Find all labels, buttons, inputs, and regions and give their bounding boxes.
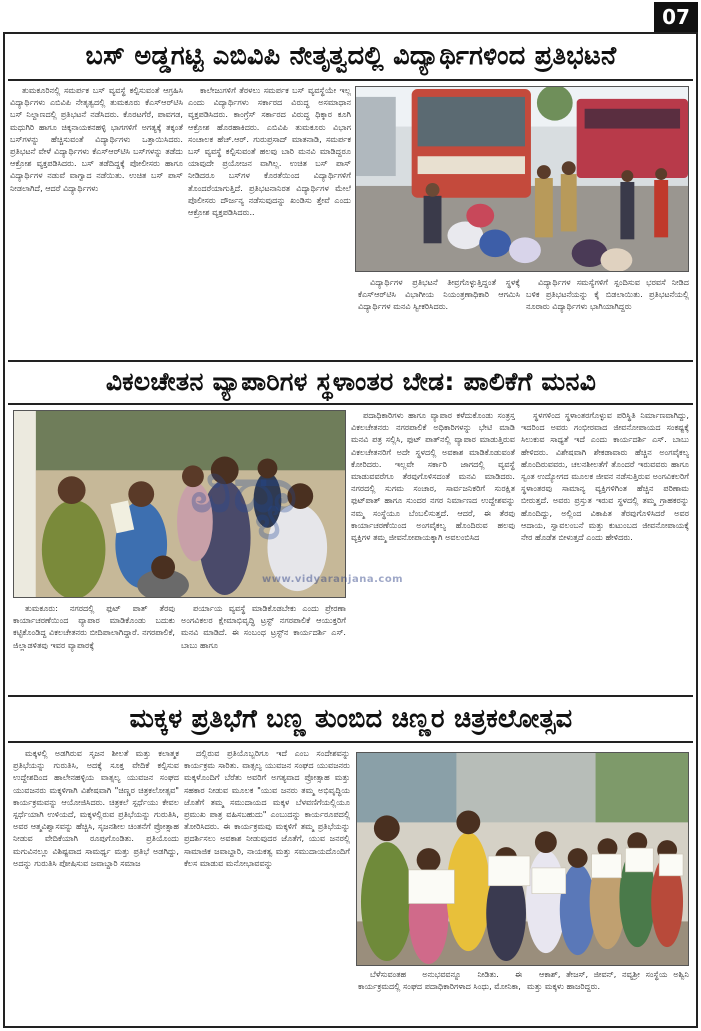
story2-headline: ವಿಕಲಚೇತನ ವ್ಯಾಪಾರಿಗಳ ಸ್ಥಳಾಂತರ ಬೇಡ: ಪಾಲಿಕೆಗೆ ಮನವಿ bbox=[105, 367, 597, 396]
story3-column-4: ಆಕಾಶ್, ತೇಜಸ್, ಜೀವನ್, ನವ್ಯಶ್ರೀ ಸಂಸ್ಥೆಯ ಅಶ್ವಿನಿ ಮತ್ತು ಮಕ್ಕಳು ಹಾಜರಿದ್ದರು. bbox=[527, 969, 689, 992]
watermark-logo: ವಿದ್ಯಾ bbox=[190, 452, 309, 527]
story3-top-rule bbox=[8, 695, 693, 697]
page-number: 07 bbox=[654, 2, 698, 32]
story1-column-3: ವಿದ್ಯಾರ್ಥಿಗಳ ಪ್ರತಿಭಟನೆ ತೀವ್ರಗೊಳ್ಳುತ್ತಿದ್ದಂತೆ ಸ್ಥಳಕ್ಕೆ ಕೆಎಸ್‌ಆರ್‌ಟಿಸಿ ವಿಭಾಗೀಯ ನಿಯಂತ್ರಣಾಧಿಕಾರಿ ಆಗಮಿಸಿ ವಿದ್ಯಾರ್ಥಿಗಳ ಮನವಿ ಸ್ವೀಕರಿಸಿದರು. bbox=[358, 277, 520, 312]
story1-column-4: ವಿದ್ಯಾರ್ಥಿಗಳ ಸಮಸ್ಯೆಗಳಿಗೆ ಸ್ಪಂದಿಸುವ ಭರವಸೆ ನೀಡಿದ ಬಳಿಕ ಪ್ರತಿಭಟನೆಯನ್ನು ಕೈ ಬಿಡಲಾಯಿತು. ಪ್ರತಿಭಟನೆಯಲ್ಲಿ ನೂರಾರು ವಿದ್ಯಾರ್ಥಿಗಳು ಭಾಗಿಯಾಗಿದ್ದರು bbox=[526, 277, 689, 312]
story2-column-2: ಪರ್ಯಾಯ ವ್ಯವಸ್ಥೆ ಮಾಡಿಕೊಡಬೇಕು ಎಂದು ಪ್ರೇರಣಾ ಅಂಗವಿಕಲರ ಕ್ಷೇಮಾಭಿವೃದ್ಧಿ ಟ್ರಸ್ಟ್ ನಗರಪಾಲಿಕೆ ಆಯುಕ್ತರಿಗೆ ಮನವಿ ಮಾಡಿದೆ. ಈ ಸಂಬಂಧ ಟ್ರಸ್ಟ್‌ನ ಕಾರ್ಯದರ್ಶಿ ಎಸ್. ಬಾಬು ಹಾಗೂ bbox=[181, 603, 346, 650]
story1-rule bbox=[8, 79, 693, 81]
story2-column-3: ಪದಾಧಿಕಾರಿಗಳು ಹಾಗೂ ವ್ಯಾಪಾರ ಕಳೆದುಕೊಂಡು ಸಂತ್ರಸ್ತ ವಿಕಲಚೇತನರು ನಗರಪಾಲಿಕೆ ಅಧಿಕಾರಿಗಳನ್ನು ಭೇಟಿ ಮಾಡಿ ಮನವಿ ಪತ್ರ ಸಲ್ಲಿಸಿ, ಫುಟ್ ಪಾತ್‌ನಲ್ಲಿ ವ್ಯಾಪಾರ ಮಾಡುತ್ತಿರುವ ವಿಕಲಚೇತನರಿಗೆ ಅದೇ ಸ್ಥಳದಲ್ಲಿ ಅವಕಾಶ ಮಾಡಿಕೊಡುವಂತೆ ಕೋರಿದರು. ಇಲ್ಲವೇ ಸರ್ಕಾರಿ ಜಾಗದಲ್ಲಿ ವ್ಯವಸ್ಥೆ ಮಾಡುವವರೆಗೂ ತೆರವುಗೊಳಿಸದಂತೆ ಮನವಿ ಮಾಡಿದರು. ನಗರದಲ್ಲಿ ಸುಗಮ ಸಂಚಾರ, ಸಾರ್ವಜನಿಕರಿಗೆ ಸುರಕ್ಷಿತ ಫುಟ್‌ಪಾತ್ ಹಾಗೂ ಸುಂದರ ನಗರ ನಿರ್ಮಾಣದ ಉದ್ದೇಶವನ್ನು ನಮ್ಮ ಸಂಸ್ಥೆಯೂ ಬೆಂಬಲಿಸುತ್ತದೆ. ಆದರೆ, ಈ ತೆರವು ಕಾರ್ಯಾಚರಣೆಯಿಂದ ಅಂಗವೈಕಲ್ಯ ಹೊಂದಿರುವ ಹಲವು ವ್ಯಕ್ತಿಗಳ ತಮ್ಮ ಜೀವನೋಪಾಯಕ್ಕಾಗಿ ಅವಲಂಬಿಸಿದ bbox=[351, 410, 515, 543]
story2-column-4: ಸ್ಥಳಗಳಿಂದ ಸ್ಥಳಾಂತರಗೊಳ್ಳುವ ಪರಿಸ್ಥಿತಿ ನಿರ್ಮಾಣವಾಗಿದ್ದು, ಇದರಿಂದ ಅವರು ಗಂಭೀರವಾದ ಜೀವನೋಪಾಯದ ಸಂಕಷ್ಟಕ್ಕೆ ಸಿಲುಕುವ ಸಾಧ್ಯತೆ ಇದೆ ಎಂದು ಕಾರ್ಯದರ್ಶಿ ಎಸ್. ಬಾಬು ಹೇಳಿದರು. ವಿಶೇಷವಾಗಿ ಶೇಕಡಾವಾರು ಹೆಚ್ಚಿನ ಅಂಗವೈಕಲ್ಯ ಹೊಂದಿರುವವರು, ಚಲನಶೀಲತೆಗೆ ತೊಂದರೆ ಇರುವವರು ಹಾಗೂ ಸ್ವಂತ ಉದ್ಯೋಗದ ಮೂಲಕ ಜೀವನ ನಡೆಸುತ್ತಿರುವ ಅಂಗವಿಕಲರಿಗೆ ಸ್ಥಳಾಂತರವು ಸಾಮಾನ್ಯ ವ್ಯಕ್ತಿಗಳಿಗಿಂತ ಹೆಚ್ಚಿನ ಪರಿಣಾಮ ಬೀರುತ್ತದೆ. ಅವರು ಪ್ರಸ್ತುತ ಇರುವ ಸ್ಥಳದಲ್ಲಿ ತಮ್ಮ ಗ್ರಾಹಕರನ್ನು ಹೊಂದಿದ್ದು, ಅಲ್ಲಿಂದ ವಿಕಾಪಿತ ತೆರವುಗೊಳಿಸಿದರೆ ಅವರ ಆದಾಯ, ಸ್ವಾವಲಂಬನೆ ಮತ್ತು ಕುಟುಂಬದ ಜೀವನೋಪಾಯಕ್ಕೆ ನೇರ ಹೊಡೆತ ಬೀಳುತ್ತದೆ ಎಂದು ಹೇಳಿದರು. bbox=[521, 410, 689, 543]
story3-column-2: ದಲ್ಲಿರುವ ಪ್ರತಿಯೊಬ್ಬರಿಗೂ ಇದೆ ಎಂಬ ಸಂದೇಶವನ್ನು ಕಾರ್ಯಕ್ರಮ ಸಾರಿತು. ವಾತ್ಸಲ್ಯ ಯುವಜನ ಸಂಘದ ಯುವಜನರು ಮಕ್ಕಳೊಂದಿಗೆ ಬೆರೆತು ಅವರಿಗೆ ಅಗತ್ಯವಾದ ಪ್ರೋತ್ಸಾಹ ಮತ್ತು ಸಹಕಾರ ನೀಡುವ ಮೂಲಕ "ಯುವ ಜನರು ತಮ್ಮ ಅಭಿವೃದ್ಧಿಯ ಜೊತೆಗೆ ತಮ್ಮ ಸಮುದಾಯದ ಮಕ್ಕಳ ಬೆಳವಣಿಗೆಯಲ್ಲಿಯೂ ಪ್ರಮುಖ ಪಾತ್ರ ವಹಿಸಬಹುದು" ಎಂಬುದನ್ನು ಕಾರ್ಯರೂಪದಲ್ಲಿ ತೋರಿಸಿದರು. ಈ ಕಾರ್ಯಕ್ರಮವು ಮಕ್ಕಳಿಗೆ ತಮ್ಮ ಪ್ರತಿಭೆಯನ್ನು ಪ್ರದರ್ಶಿಸಲು ಅವಕಾಶ ನೀಡುವುದರ ಜೊತೆಗೆ, ಯುವ ಜನರಲ್ಲಿ ಸಾಮಾಜಿಕ ಜವಾಬ್ದಾರಿ, ನಾಯಕತ್ವ ಮತ್ತು ಸಮುದಾಯದೊಂದಿಗೆ ಕೆಲಸ ಮಾಡುವ ಮನೋಭಾವವನ್ನು bbox=[184, 748, 350, 868]
story1-column-2: ಕಾಲೇಜುಗಳಿಗೆ ತೆರಳಲು ಸಮರ್ಪಕ ಬಸ್ ವ್ಯವಸ್ಥೆಯೇ ಇಲ್ಲ ಎಂದು ವಿದ್ಯಾರ್ಥಿಗಳು ಸರ್ಕಾರದ ವಿರುದ್ಧ ಅಸಮಾಧಾನ ವ್ಯಕ್ತಪಡಿಸಿದರು. ಕಾಂಗ್ರೆಸ್ ಸರ್ಕಾರದ ವಿರುದ್ಧ ಧಿಕ್ಕಾರ ಕೂಗಿ ಆಕ್ರೋಶ ಹೊರಹಾಕಿದರು. ಎಬಿವಿಪಿ ತುಮಕೂರು ವಿಭಾಗ ಸಂಚಾಲಕ ಹೆಚ್.ಆರ್. ಗುರುಪ್ರಸಾದ್ ಮಾತನಾಡಿ, ಸಮರ್ಪಕ ಬಸ್ ವ್ಯವಸ್ಥೆ ಕಲ್ಪಿಸುವಂತೆ ಹಲವು ಬಾರಿ ಮನವಿ ಮಾಡಿದ್ದರೂ ಯಾವುದೇ ಪ್ರಯೋಜನ ವಾಗಿಲ್ಲ. ಉಚಿತ ಬಸ್ ಪಾಸ್ ನೀಡಿದರೂ ಬಸ್‌ಗಳ ಕೊರತೆಯಿಂದ ವಿದ್ಯಾರ್ಥಿಗಳಿಗೆ ತೊಂದರೆಯಾಗುತ್ತಿದೆ. ಪ್ರತಿಭಟನಾನಿರತ ವಿದ್ಯಾರ್ಥಿಗಳ ಮೇಲೆ ಪೊಲೀಸರು ದೌರ್ಜನ್ಯ ನಡೆಸುವುದನ್ನು ಖಂಡಿಸು ತ್ತೇವೆ ಎಂದು ಆಕ್ರೋಶ ವ್ಯಕ್ತಪಡಿಸಿದರು.. bbox=[188, 85, 351, 218]
story3-headline: ಮಕ್ಕಳ ಪ್ರತಿಭೆಗೆ ಬಣ್ಣ ತುಂಬಿದ ಚಿಣ್ಣರ ಚಿತ್ರಕಲೋತ್ಸವ bbox=[129, 704, 573, 734]
protest-photo bbox=[355, 86, 689, 272]
story1-headline: ಬಸ್ ಅಡ್ಡಗಟ್ಟಿ ಎಬಿವಿಪಿ ನೇತೃತ್ವದಲ್ಲಿ ವಿದ್ಯಾರ್ಥಿಗಳಿಂದ ಪ್ರತಿಭಟನೆ bbox=[85, 41, 617, 71]
story2-column-1: ತುಮಕೂರು: ನಗರದಲ್ಲಿ ಫುಟ್ ಪಾತ್ ತೆರವು ಕಾರ್ಯಾಚರಣೆಯಿಂದ ವ್ಯಾಪಾರ ಮಾಡಿಕೊಂಡು ಬದುಕು ಕಟ್ಟಿಕೊಂಡಿದ್ದ ವಿಕಲಚೇತನರು ಬೀದಿಪಾಲಾಗಿದ್ದಾರೆ. ನಗರಪಾಲಿಕೆ, ಜಿಲ್ಲಾಡಳಿತವು ಇವರ ವ್ಯಾಪಾರಕ್ಕೆ bbox=[13, 603, 175, 650]
story2-rule bbox=[8, 403, 693, 405]
story1-column-1: ತುಮಕೂರಿನಲ್ಲಿ ಸಮರ್ಪಕ ಬಸ್ ವ್ಯವಸ್ಥೆ ಕಲ್ಪಿಸುವಂತೆ ಆಗ್ರಹಿಸಿ ವಿದ್ಯಾರ್ಥಿಗಳು ಎಬಿವಿಪಿ ನೇತೃತ್ವದಲ್ಲಿ ತುಮಕೂರು ಕೆಎಸ್‌ಆರ್‌ಟಿಸಿ ಬಸ್ ನಿಲ್ದಾಣದಲ್ಲಿ ಪ್ರತಿಭಟನೆ ನಡೆಸಿದರು. ಕೊರಟಗೆರೆ, ಪಾವಗಡ, ಮಧುಗಿರಿ ಹಾಗೂ ಚಿಕ್ಕನಾಯಕನಹಳ್ಳಿ ಭಾಗಗಳಿಗೆ ಅಗತ್ಯಕ್ಕೆ ತಕ್ಕಂತೆ ಬಸ್‌ಗಳನ್ನು ಹೆಚ್ಚಿಸುವಂತೆ ವಿದ್ಯಾರ್ಥಿಗಳು ಒತ್ತಾಯಿಸಿದರು. ಪ್ರತಿಭಟನೆ ವೇಳೆ ವಿದ್ಯಾರ್ಥಿಗಳು ಕೆಎಸ್‌ಆರ್‌ಟಿಸಿ ಬಸ್‌ಗಳನ್ನು ತಡೆದು ಆಕ್ರೋಶ ವ್ಯಕ್ತಪಡಿಸಿದರು. ಬಸ್ ತಡೆದಿದ್ದಕ್ಕೆ ಪೋಲೀಸರು ಹಾಗೂ ವಿದ್ಯಾರ್ಥಿಗಳ ನಡುವೆ ವಾಗ್ವಾದ ನಡೆಯಿತು. ಉಚಿತ ಬಸ್ ಪಾಸ್ ನೀಡಲಾಗಿದೆ, ಆದರೆ ವಿದ್ಯಾರ್ಥಿಗಳು bbox=[10, 85, 183, 193]
story3-column-3: ಬೆಳೆಸುವಂತಹ ಅನುಭವವನ್ನೂ ನೀಡಿತು. ಈ ಕಾರ್ಯಕ್ರಮದಲ್ಲಿ ಸಂಘದ ಪದಾಧಿಕಾರಿಗಳಾದ ಸಿಂಧು, ಮೋನಿಕಾ, bbox=[358, 969, 522, 992]
story2-top-rule bbox=[8, 360, 693, 362]
watermark-url: www.vidyaranjana.com bbox=[262, 574, 404, 585]
story3-column-1: ಮಕ್ಕಳಲ್ಲಿ ಅಡಗಿರುವ ಸೃಜನ ಶೀಲತೆ ಮತ್ತು ಕಲಾತ್ಮಕ ಪ್ರತಿಭೆಯನ್ನು ಗುರುತಿಸಿ, ಅದಕ್ಕೆ ಸೂಕ್ತ ವೇದಿಕೆ ಕಲ್ಪಿಸುವ ಉದ್ದೇಶದಿಂದ ಹಾಲೇನಹಳ್ಳಿಯ ವಾತ್ಸಲ್ಯ ಯುವಜನ ಸಂಘದ ಯುವಜನರು ಮಕ್ಕಳಿಗಾಗಿ ವಿಶೇಷವಾಗಿ "ಚಿಣ್ಣರ ಚಿತ್ರಕಲೋತ್ಸವ" ಕಾರ್ಯಕ್ರಮವನ್ನು ಆಯೋಜಿಸಿದರು. ಚಿತ್ರಕಲೆ ಸ್ಪರ್ಧೆಯು ಕೇವಲ ಸ್ಪರ್ಧೆಯಾಗಿ ಉಳಿಯದೆ, ಮಕ್ಕಳಲ್ಲಿರುವ ಪ್ರತಿಭೆಯನ್ನು ಗುರುತಿಸಿ, ಅವರ ಆತ್ಮವಿಶ್ವಾಸವನ್ನು ಹೆಚ್ಚಿಸಿ, ಸೃಜನಶೀಲ ಚಿಂತನೆಗೆ ಪ್ರೋತ್ಸಾಹ ನೀಡುವ ವೇದಿಕೆಯಾಗಿ ರೂಪುಗೊಂಡಿತು. ಪ್ರತಿಯೊಂದು ಮಗುವಿನಲ್ಲೂ ವಿಶಿಷ್ಟವಾದ ಸಾಮರ್ಥ್ಯ ಮತ್ತು ಪ್ರತಿಭೆ ಅಡಗಿದ್ದು, ಅದನ್ನು ಗುರುತಿಸಿ ಪೋಷಿಸುವ ಜವಾಬ್ದಾರಿ ಸಮಾಜ bbox=[13, 748, 179, 868]
children-art-photo bbox=[356, 752, 689, 966]
story3-rule bbox=[8, 741, 693, 743]
